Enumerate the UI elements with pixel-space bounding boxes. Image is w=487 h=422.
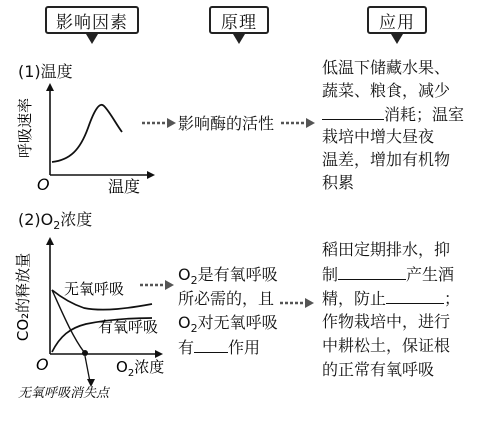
y-axis-arrow-icon <box>46 83 54 91</box>
header-principle-label: 原理 <box>221 12 257 33</box>
header-factor-arrow-icon <box>86 34 98 44</box>
section1-title: (1)温度 <box>18 62 73 81</box>
header-application-label: 应用 <box>379 12 415 33</box>
section2-principle-line1: $O_2$是有氧呼吸 <box>178 265 278 288</box>
xlabel-o2-concentration: $O_2$浓度 <box>116 358 165 379</box>
x-axis-arrow-icon <box>147 171 155 179</box>
section2-arrow-to-application <box>278 296 316 310</box>
header-application <box>367 6 427 34</box>
section1-application-line3-text: 消耗；温室 <box>384 105 465 124</box>
section1-arrow-to-principle <box>140 116 178 130</box>
y-axis-arrow-icon <box>46 237 54 245</box>
pointer-line <box>85 356 90 382</box>
section2-title-sub: 2 <box>53 219 61 233</box>
fill-blank-2[interactable] <box>194 335 228 353</box>
section2-application-line2: 制 产生酒 <box>322 262 454 286</box>
right-arrow-icon <box>306 118 315 128</box>
oxygen-graph <box>0 232 175 407</box>
section1-application-line2: 蔬菜、粮食，减少 <box>322 81 451 100</box>
x-axis-arrow-icon <box>155 350 163 358</box>
section1-application-line3 <box>322 102 464 126</box>
section2-principle-line4: 有 作用 <box>178 335 260 359</box>
label-anaerobic: 无氧呼吸 <box>64 280 125 298</box>
section1-application-line5: 温差，增加有机物 <box>322 150 451 169</box>
header-factor <box>45 6 139 34</box>
section2-application-line5: 中耕松土，保证根 <box>322 336 451 355</box>
anaerobic-vanish-point <box>82 350 88 356</box>
header-principle-arrow-icon <box>233 34 245 44</box>
header-factor-label: 影响因素 <box>56 12 128 33</box>
xlabel-temperature: 温度 <box>108 177 141 196</box>
section2-principle-line3: $O_2$对无氧呼吸 <box>178 313 278 336</box>
fill-blank-3[interactable] <box>338 262 406 280</box>
origin-label: O <box>36 355 49 374</box>
ylabel-respiration-rate: 呼吸速率 <box>16 97 34 159</box>
temperature-graph <box>0 80 170 200</box>
section2-principle-line2: 所必需的，且 <box>178 289 275 308</box>
right-arrow-icon <box>305 298 314 308</box>
section1-application-line6: 积累 <box>322 173 355 192</box>
section1-principle: 影响酶的活性 <box>178 114 275 133</box>
section2-title-suffix: 浓度 <box>60 210 93 229</box>
right-arrow-icon <box>165 280 174 290</box>
anaerobic-vanish-point-note: 无氧呼吸消失点 <box>18 386 110 401</box>
section2-title-prefix: (2)O <box>18 210 54 229</box>
label-aerobic: 有氧呼吸 <box>98 318 159 336</box>
fill-blank-1[interactable] <box>322 102 384 120</box>
section2-arrow-to-principle <box>138 278 176 292</box>
fill-blank-4[interactable] <box>386 286 444 304</box>
origin-label: O <box>37 175 50 194</box>
right-arrow-icon <box>167 118 176 128</box>
ylabel-co2-release: CO₂的释放量 <box>14 252 32 342</box>
header-principle <box>209 6 269 34</box>
respiration-curve <box>52 105 122 162</box>
section2-application-line6: 的正常有氧呼吸 <box>322 360 435 379</box>
section2-application-line4: 作物栽培中，进行 <box>322 312 451 331</box>
section2-application-line1: 稻田定期排水，抑 <box>322 240 451 259</box>
section2-application-line3: 精，防止 ； <box>322 286 460 310</box>
section1-application-line1: 低温下储藏水果、 <box>322 58 451 77</box>
header-application-arrow-icon <box>391 34 403 44</box>
section1-application-line4: 栽培中增大昼夜 <box>322 127 435 146</box>
section1-arrow-to-application <box>279 116 317 130</box>
